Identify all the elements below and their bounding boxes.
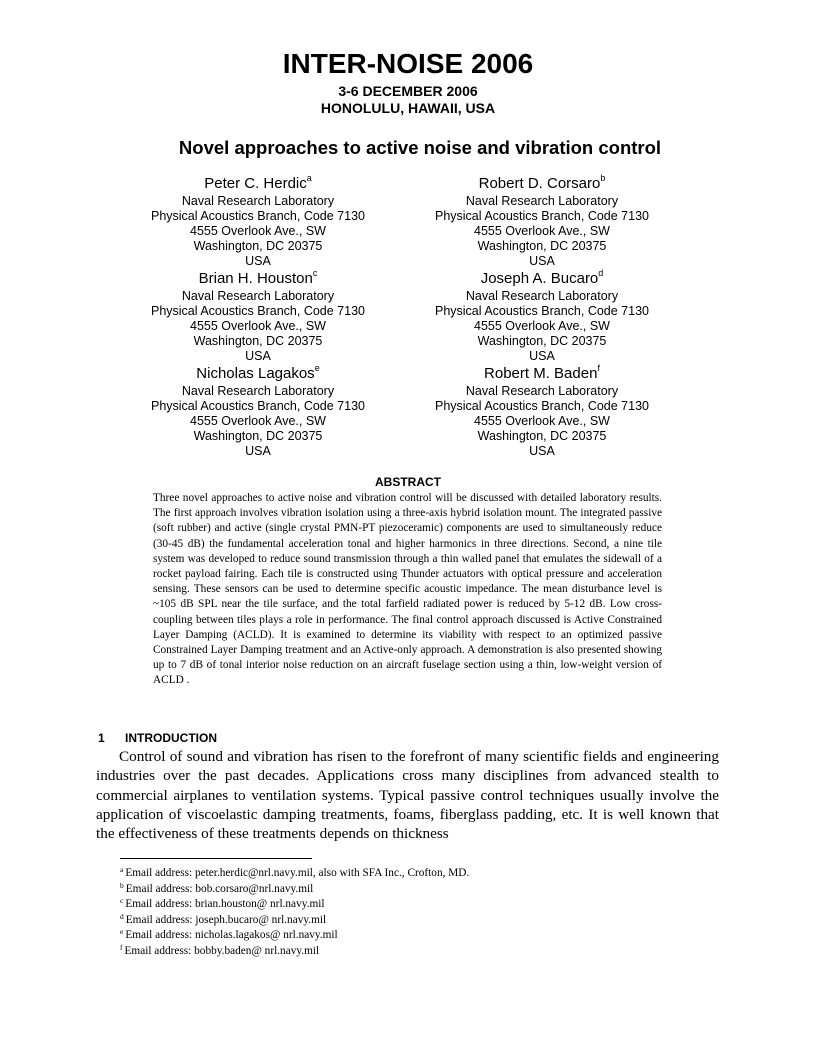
author-city: Washington, DC 20375 [477,429,607,443]
author-name: Nicholas Lagakos$^e$ [196,363,320,382]
author-street: 4555 Overlook Ave., SW [190,319,326,333]
footnote: $^a$ Email address: peter.herdic@nrl.navy.mil, also with SFA Inc., Crofton, MD. [120,865,470,879]
author-block [116,174,696,459]
author-affiliation: Naval Research Laboratory [465,384,619,398]
author-affiliation: Naval Research Laboratory [181,289,335,303]
section-heading [98,731,217,746]
author-affiliation: Naval Research Laboratory [181,194,335,208]
paper-title: Novel approaches to active noise and vibration control [178,137,662,158]
author-card [116,174,400,269]
author-name: Brian H. Houston$^c$ [198,268,318,287]
author-name: Peter C. Herdic$^a$ [204,173,312,192]
author-country: USA [529,349,555,363]
author-card [400,364,684,459]
author-name: Robert D. Corsaro$^b$ [478,173,606,192]
author-city: Washington, DC 20375 [477,239,607,253]
footnote: $^b$ Email address: bob.corsaro@nrl.navy.mil [120,880,314,895]
conference-place: HONOLULU, HAWAII, USA [320,100,496,116]
author-affiliation: Naval Research Laboratory [465,289,619,303]
conference-date: 3-6 DECEMBER 2006 [338,83,478,99]
author-street: 4555 Overlook Ave., SW [190,414,326,428]
author-country: USA [245,349,271,363]
author-card [400,269,684,364]
footnotes [120,866,720,959]
author-country: USA [529,254,555,268]
author-city: Washington, DC 20375 [193,334,323,348]
author-street: 4555 Overlook Ave., SW [190,224,326,238]
section-title: INTRODUCTION [125,731,217,745]
author-branch: Physical Acoustics Branch, Code 7130 [434,209,649,223]
author-country: USA [245,254,271,268]
footnote: $^c$ Email address: brian.houston@ nrl.navy.mil [120,896,325,910]
author-card [400,174,684,269]
section-number: 1 [98,731,105,745]
author-street: 4555 Overlook Ave., SW [474,224,610,238]
author-name: Joseph A. Bucaro$^d$ [480,268,604,287]
author-city: Washington, DC 20375 [193,429,323,443]
author-branch: Physical Acoustics Branch, Code 7130 [434,399,649,413]
author-city: Washington, DC 20375 [477,334,607,348]
author-row [116,174,696,269]
author-affiliation: Naval Research Laboratory [465,194,619,208]
author-row [116,269,696,364]
footnote: $^d$ Email address: joseph.bucaro@ nrl.navy.mil [120,911,327,926]
author-card [116,364,400,459]
author-affiliation: Naval Research Laboratory [181,384,335,398]
author-row [116,364,696,459]
author-branch: Physical Acoustics Branch, Code 7130 [434,304,649,318]
author-street: 4555 Overlook Ave., SW [474,319,610,333]
author-branch: Physical Acoustics Branch, Code 7130 [150,209,365,223]
abstract-body: Three novel approaches to active noise and vibration control will be discussed with detailed laboratory results. The first approach involves vibration isolation using a three-axis hybrid isolation mount. The integrated passive (soft rubber) and active (single crystal PMN-PT piezoceramic) components are used to simultaneously reduce (30-45 dB) the fundamental acceleration tonal and higher harmonics in three directions. Second, a nine tile system was developed to reduce sound transmission through a thin walled panel that emulates the sidewall of a rocket payload fairing. Each tile is constructed using Thunder actuators with optical pressure and acceleration sensing. These sensors can be used to determine specific acoustic impedance. The mean disturbance level is ~105 dB SPL near the tile surface, and the total farfield radiated power is reduced by 5-12 dB. Low cross-coupling between tiles plays a role in performance. The final control approach discussed is Active Constrained Layer Damping (ACLD). It is examined to determine its viability with respect to an optimized passive Constrained Layer Damping treatment and an Active-only approach. A demonstration is also presented showing up to 7 dB of tonal interior noise reduction on an aircraft fuselage section using a thin, low-weight version of ACLD . [153,492,662,687]
conference-title: INTER-NOISE 2006 [282,48,534,79]
author-branch: Physical Acoustics Branch, Code 7130 [150,399,365,413]
footnote-rule [120,858,312,859]
author-street: 4555 Overlook Ave., SW [474,414,610,428]
author-name: Robert M. Baden$^f$ [484,363,600,382]
footnote: $^e$ Email address: nicholas.lagakos@ nrl.navy.mil [120,927,338,941]
author-country: USA [245,444,271,458]
introduction-body: Control of sound and vibration has risen to the forefront of many scientific fields and engineering industries over the past decades. Applications cross many disciplines from advanced stealth to commercial airplanes to ventilation systems. Typical passive control techniques usually involve the application of viscoelastic damping treatments, foams, fiberglass padding, etc. It is well known that the effectiveness of these treatments depends on thickness [96,748,719,843]
author-card [116,269,400,364]
abstract-heading: ABSTRACT [375,475,441,489]
author-country: USA [529,444,555,458]
footnote: $^f$ Email address: bobby.baden@ nrl.navy.mil [120,942,320,957]
author-city: Washington, DC 20375 [193,239,323,253]
author-branch: Physical Acoustics Branch, Code 7130 [150,304,365,318]
